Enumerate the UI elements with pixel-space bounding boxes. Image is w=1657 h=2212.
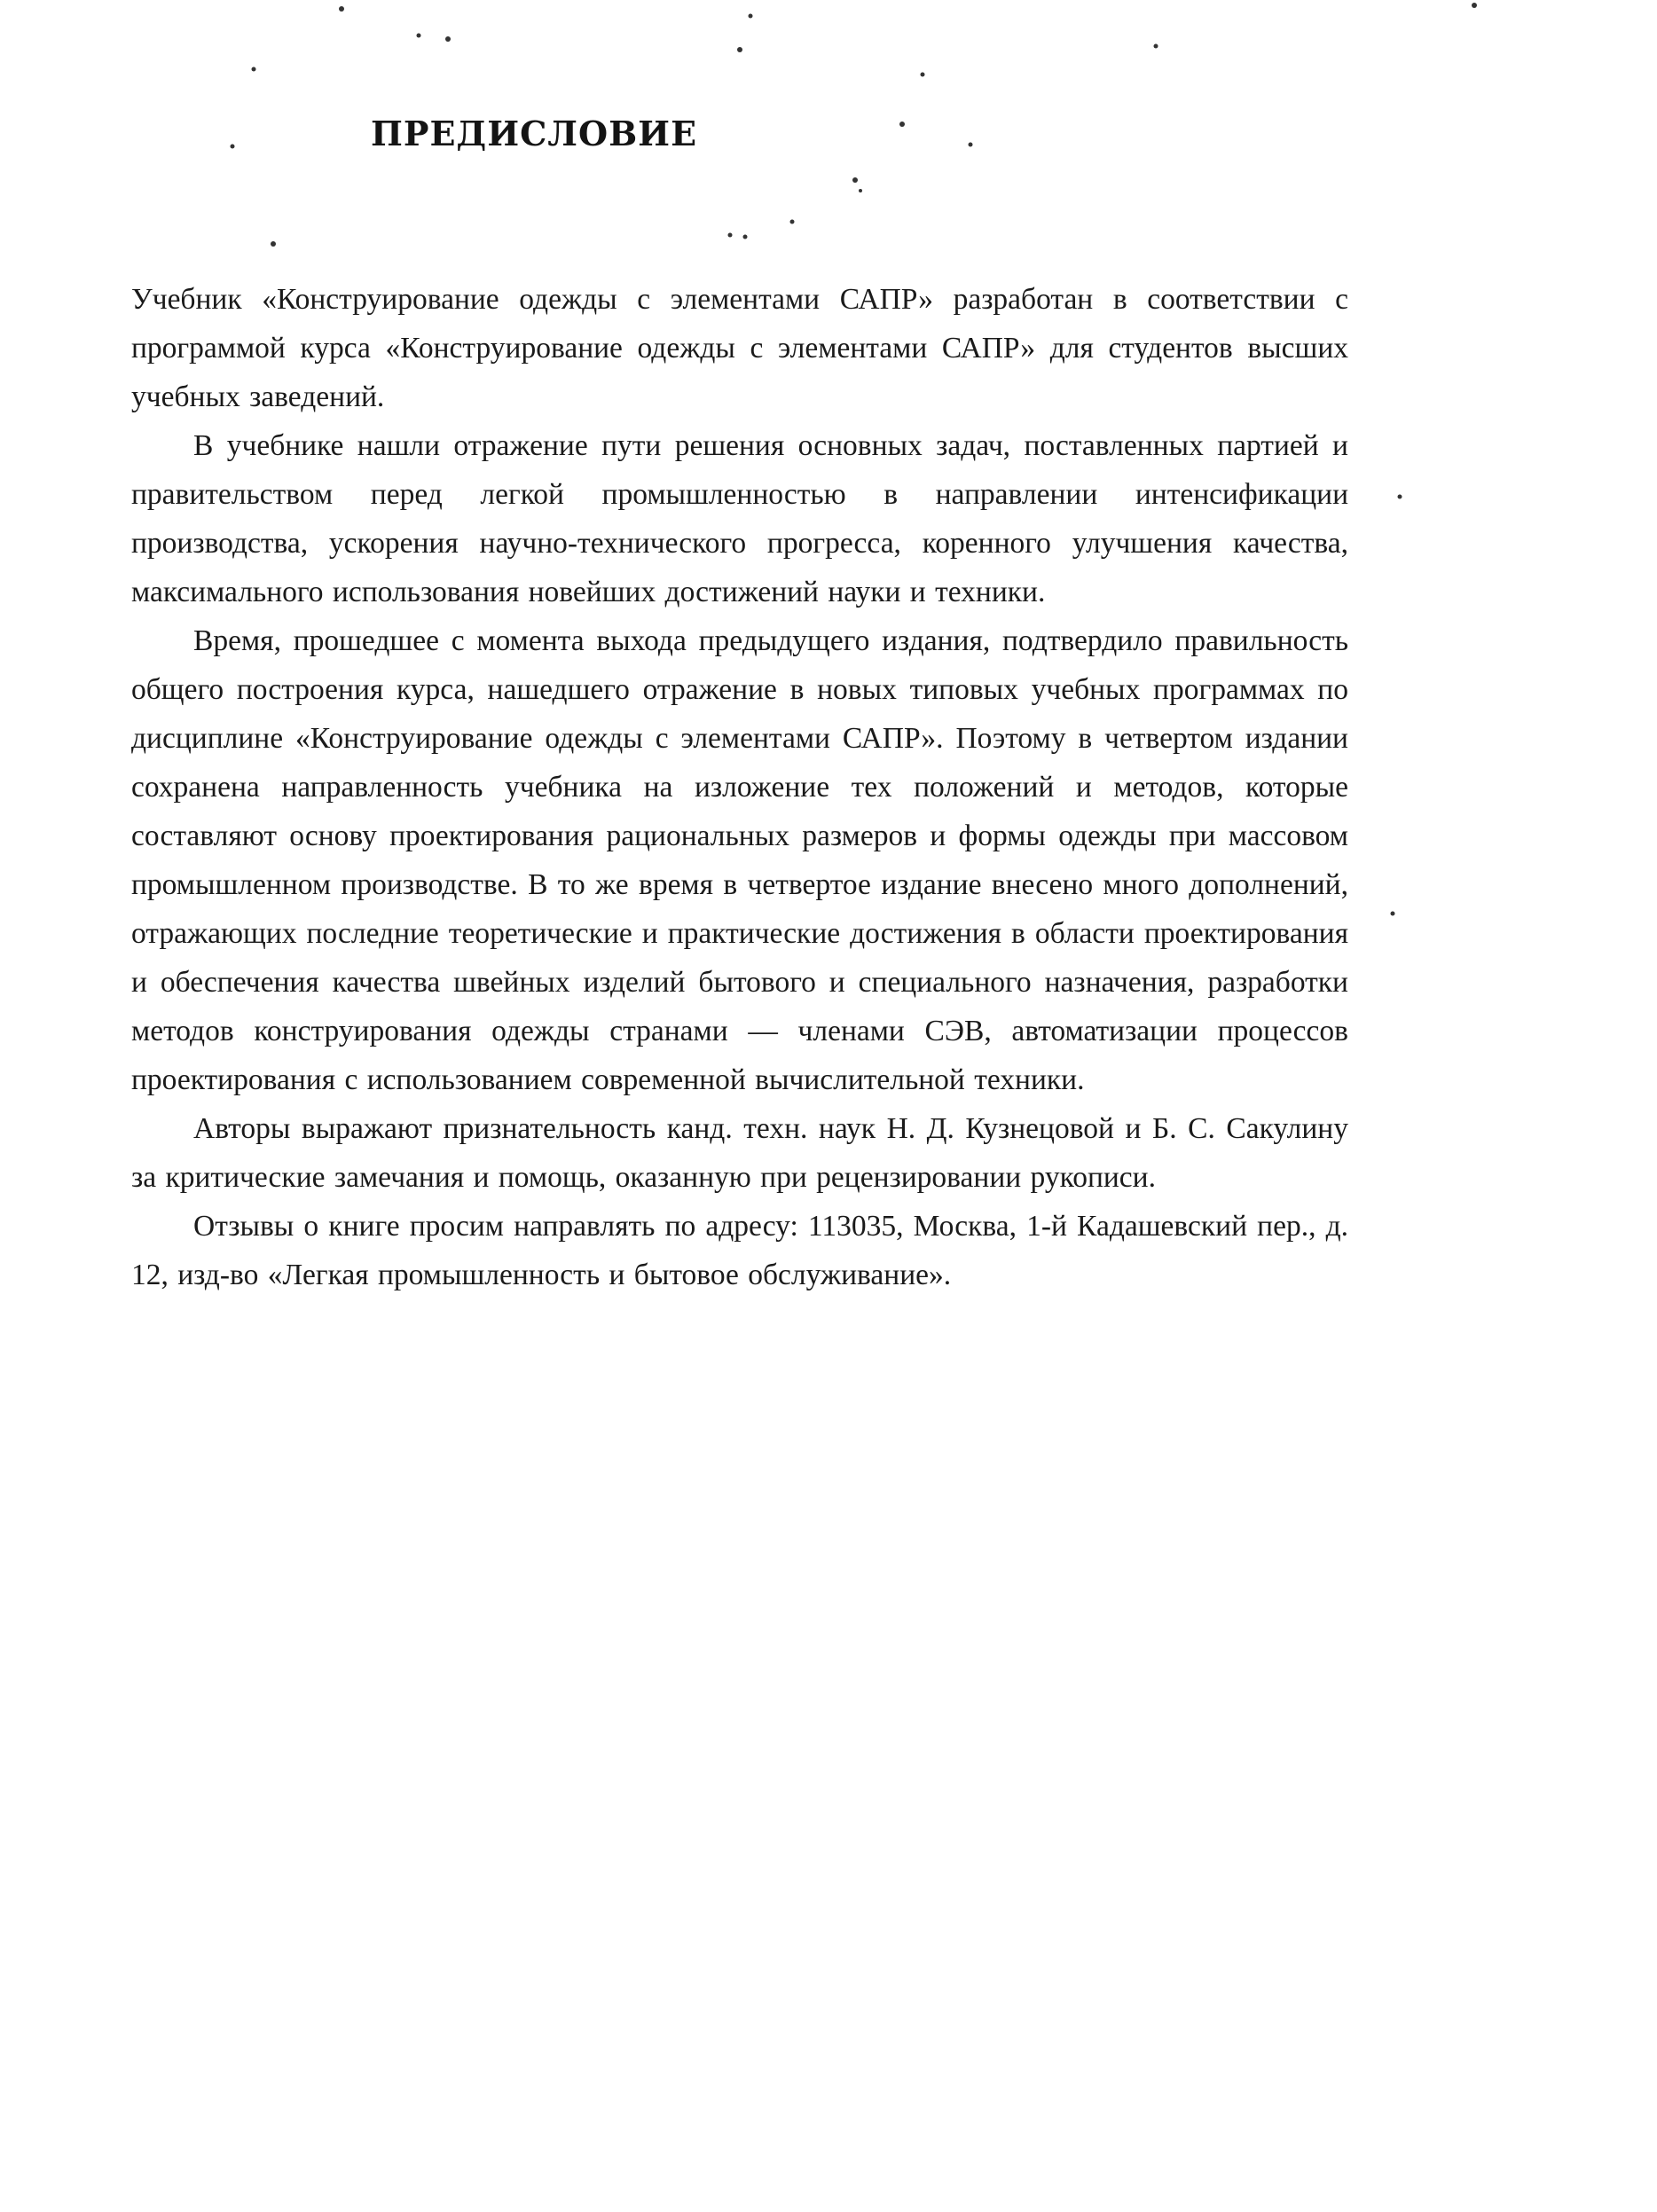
paragraph-intro: Учебник «Конструирование одежды с элементами САПР» разработан в соответствии с программой курса «Конструирование одежды с элементами САПР» для студентов высших учебных заведений. [131,283,1348,413]
paragraph-feedback-address: Отзывы о книге просим направлять по адресу: 113035, Москва, 1-й Кадашевский пер., д. 12, изд-во «Легкая промышленность и бытовое обслуживание». [131,1210,1348,1291]
paragraph-acknowledgements: Авторы выражают признательность канд. техн. наук Н. Д. Кузнецовой и Б. С. Сакулину за критические замечания и помощь, оказанную при рецензировании рукописи. [131,1112,1348,1194]
paragraph-tasks: В учебнике нашли отражение пути решения основных задач, поставленных партией и правительством перед легкой промышленностью в направлении интенсификации производства, ускорения научно-технического прогресса, коренного улучшения качества, максимального использования новейших достижений науки и техники. [131,429,1348,608]
preface-body [131,275,1348,1299]
page-title: ПРЕДИСЛОВИЕ [371,114,698,153]
paragraph-edition: Время, прошедшее с момента выхода предыдущего издания, подтвердило правильность общего построения курса, нашедшего отражение в новых типовых учебных программах по дисциплине «Конструирование одежды с элементами САПР». Поэтому в четвертом издании сохранена направленность учебника на изложение тех положений и методов, которые составляют основу проектирования рациональных размеров и формы одежды при массовом промышленном производстве. В то же время в четвертое издание внесено много дополнений, отражающих последние теоретические и практические достижения в области проектирования и обеспечения качества швейных изделий бытового и специального назначения, разработки методов конструирования одежды странами — членами СЭВ, автоматизации процессов проектирования с использованием современной вычислительной техники. [131,624,1348,1096]
